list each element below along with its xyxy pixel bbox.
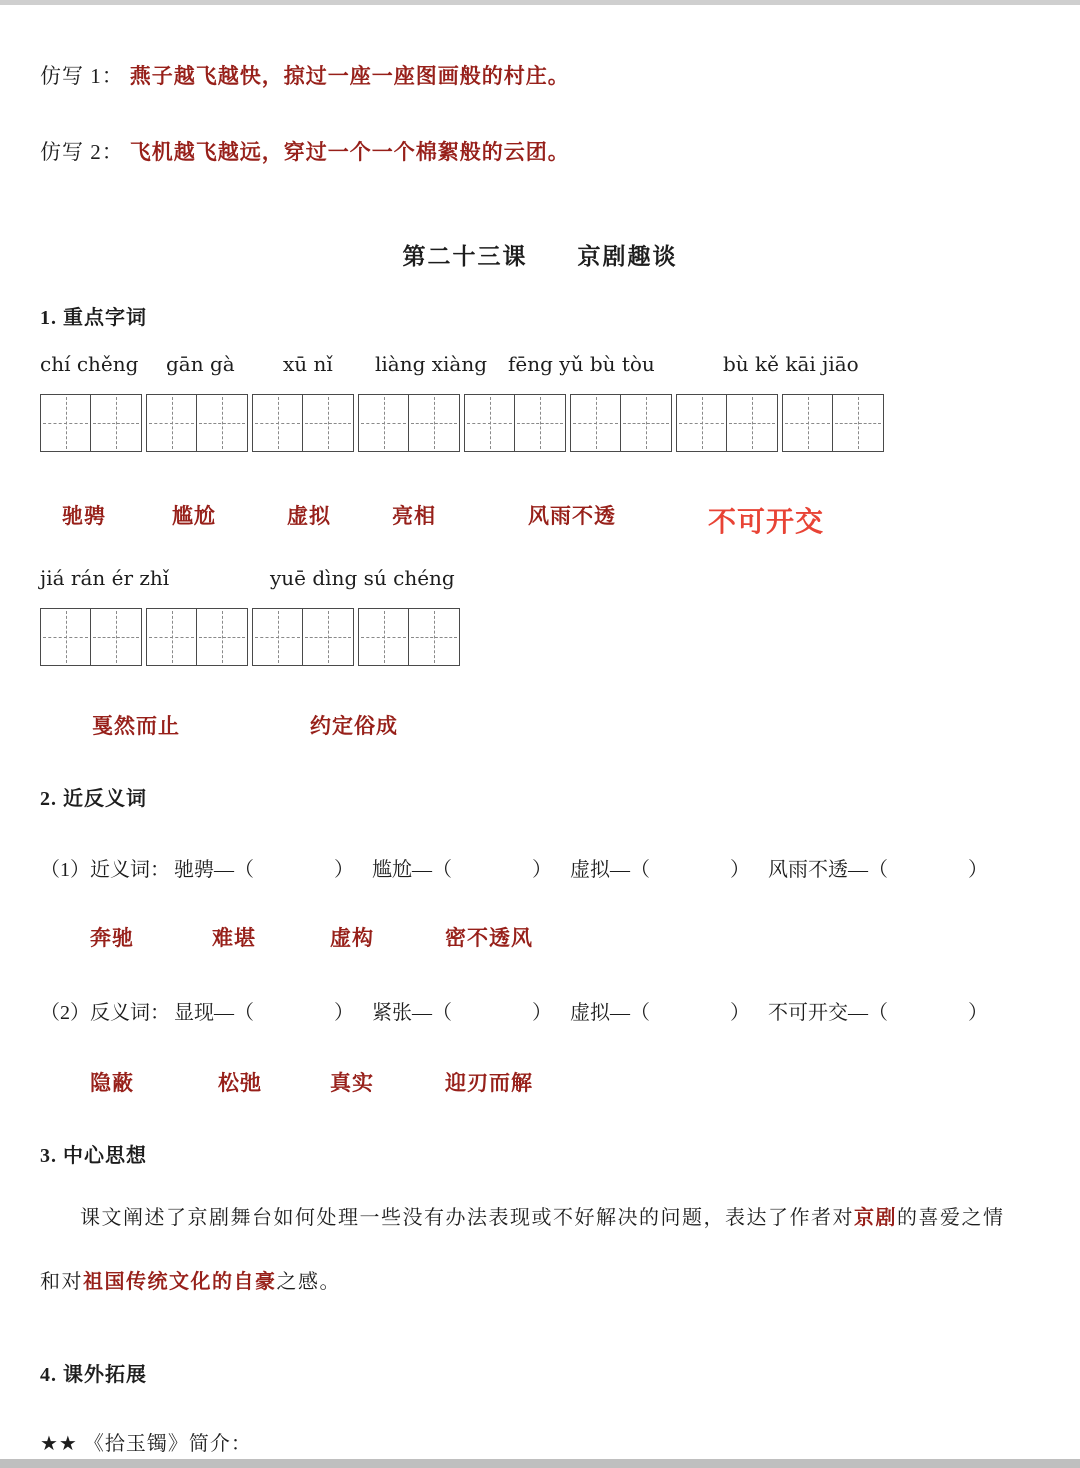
writing-grid-group bbox=[570, 394, 672, 452]
synonym-answer-1: 奔驰 bbox=[90, 926, 134, 950]
answer-yuedingsucheng: 约定俗成 bbox=[310, 714, 398, 738]
antonym-blank-1: 显现—（ ） bbox=[174, 1002, 354, 1024]
synonym-blank-1: 驰骋—（ ） bbox=[174, 859, 354, 881]
para-seg-1: 课文阐述了京剧舞台如何处理一些没有办法表现或不好解决的问题，表达了作者对 bbox=[80, 1207, 854, 1229]
pinyin-liang-xiang: liàng xiàng bbox=[375, 352, 488, 376]
writing-grid-row-1 bbox=[40, 394, 1040, 452]
antonym-blank-4: 不可开交—（ ） bbox=[768, 1002, 988, 1024]
answer-xuni: 虚拟 bbox=[287, 504, 331, 528]
writing-grid-group bbox=[40, 608, 142, 666]
star-icons: ★★ bbox=[40, 1433, 78, 1455]
pinyin-gan-ga: gān gà bbox=[166, 352, 235, 376]
writing-grid-cell bbox=[359, 609, 409, 665]
pinyin-bu-ke-kai-jiao: bù kě kāi jiāo bbox=[723, 352, 859, 376]
writing-grid-cell bbox=[253, 609, 303, 665]
para-seg-6: 之感。 bbox=[276, 1271, 341, 1293]
writing-grid-cell bbox=[303, 395, 353, 451]
synonym-blank-4: 风雨不透—（ ） bbox=[768, 859, 988, 881]
section4-heading: 4. 课外拓展 bbox=[40, 1364, 147, 1386]
writing-grid-cell bbox=[41, 609, 91, 665]
answer-bukekaijiao: 不可开交 bbox=[708, 507, 825, 538]
writing-grid-group bbox=[146, 608, 248, 666]
writing-grid-cell bbox=[197, 395, 247, 451]
para-seg-3: 的喜爱之情 bbox=[897, 1207, 1005, 1229]
antonym-blank-3: 虚拟—（ ） bbox=[570, 1002, 750, 1024]
writing-grid-cell bbox=[359, 395, 409, 451]
pinyin-feng-yu-bu-tou: fēng yǔ bù tòu bbox=[508, 352, 655, 376]
writing-grid-group bbox=[358, 608, 460, 666]
writing-grid-cell bbox=[409, 609, 459, 665]
extension-intro-label: 《拾玉镯》简介： bbox=[83, 1433, 252, 1455]
writing-grid-cell bbox=[147, 609, 197, 665]
synonyms-line bbox=[40, 853, 1040, 882]
pinyin-jia-ran-er-zhi: jiá rán ér zhǐ bbox=[40, 566, 170, 590]
section2-heading: 2. 近反义词 bbox=[40, 788, 147, 810]
writing-grid-cell bbox=[833, 395, 883, 451]
writing-grid-cell bbox=[91, 395, 141, 451]
imitation-1-label: 仿写 1： bbox=[40, 64, 124, 88]
synonym-answer-2: 难堪 bbox=[212, 926, 256, 950]
writing-grid-group bbox=[40, 394, 142, 452]
lesson-title: 第二十三课 京剧趣谈 bbox=[402, 244, 678, 269]
synonym-answer-3: 虚构 bbox=[330, 926, 374, 950]
synonyms-label: （1）近义词： bbox=[40, 859, 170, 881]
answer-jiaranerzhi: 戛然而止 bbox=[92, 714, 180, 738]
antonyms-answers bbox=[40, 1067, 1040, 1103]
answers-row-1 bbox=[40, 500, 1040, 540]
antonyms-label: （2）反义词： bbox=[40, 1002, 170, 1024]
imitation-2-label: 仿写 2： bbox=[40, 140, 124, 164]
synonym-answer-4: 密不透风 bbox=[445, 926, 533, 950]
para-seg-culture: 祖国传统文化的自豪 bbox=[83, 1271, 277, 1293]
para-seg-jingju: 京剧 bbox=[854, 1207, 897, 1229]
section1-heading: 1. 重点字词 bbox=[40, 307, 147, 329]
pinyin-row-2 bbox=[40, 566, 1040, 600]
writing-grid-cell bbox=[515, 395, 565, 451]
writing-grid-group bbox=[252, 394, 354, 452]
section3-heading: 3. 中心思想 bbox=[40, 1145, 147, 1167]
writing-grid-cell bbox=[727, 395, 777, 451]
synonym-blank-2: 尴尬—（ ） bbox=[372, 859, 552, 881]
extension-intro-line bbox=[40, 1427, 1040, 1456]
writing-grid-cell bbox=[409, 395, 459, 451]
pinyin-yue-ding-su-cheng: yuē dìng sú chéng bbox=[270, 566, 455, 590]
writing-grid-row-2 bbox=[40, 608, 1040, 666]
writing-grid-cell bbox=[677, 395, 727, 451]
antonym-answer-1: 隐蔽 bbox=[90, 1071, 134, 1095]
writing-grid-cell bbox=[571, 395, 621, 451]
writing-grid-group bbox=[358, 394, 460, 452]
imitation-line-1 bbox=[40, 0, 1040, 90]
pinyin-row-1 bbox=[40, 352, 1040, 386]
synonym-blank-3: 虚拟—（ ） bbox=[570, 859, 750, 881]
answer-fengyubutou: 风雨不透 bbox=[528, 504, 616, 528]
answer-liangxiang: 亮相 bbox=[392, 504, 436, 528]
scan-edge-top bbox=[0, 0, 1080, 5]
writing-grid-cell bbox=[91, 609, 141, 665]
pinyin-chi-cheng: chí chěng bbox=[40, 352, 139, 376]
scan-edge-bottom bbox=[0, 1459, 1080, 1468]
writing-grid-cell bbox=[41, 395, 91, 451]
writing-grid-cell bbox=[303, 609, 353, 665]
writing-grid-cell bbox=[147, 395, 197, 451]
synonyms-answers bbox=[40, 922, 1040, 958]
writing-grid-group bbox=[464, 394, 566, 452]
imitation-line-2 bbox=[40, 136, 1040, 166]
para-seg-4: 和对 bbox=[40, 1271, 83, 1293]
pinyin-xu-ni: xū nǐ bbox=[283, 352, 333, 376]
answer-chicheng: 驰骋 bbox=[62, 504, 106, 528]
writing-grid-cell bbox=[465, 395, 515, 451]
antonym-answer-2: 松弛 bbox=[218, 1071, 262, 1095]
writing-grid-cell bbox=[253, 395, 303, 451]
writing-grid-group bbox=[146, 394, 248, 452]
imitation-2-answer: 飞机越飞越远，穿过一个一个棉絮般的云团。 bbox=[129, 140, 570, 164]
answer-ganga: 尴尬 bbox=[172, 504, 216, 528]
antonym-answer-3: 真实 bbox=[330, 1071, 374, 1095]
writing-grid-group bbox=[782, 394, 884, 452]
writing-grid-cell bbox=[783, 395, 833, 451]
antonym-blank-2: 紧张—（ ） bbox=[372, 1002, 552, 1024]
writing-grid-cell bbox=[197, 609, 247, 665]
answers-row-2 bbox=[40, 710, 1040, 750]
writing-grid-group bbox=[252, 608, 354, 666]
writing-grid-cell bbox=[621, 395, 671, 451]
antonyms-line bbox=[40, 996, 1040, 1025]
imitation-1-answer: 燕子越飞越快，掠过一座一座图画般的村庄。 bbox=[129, 64, 570, 88]
main-idea-paragraph bbox=[40, 1186, 1040, 1314]
writing-grid-group bbox=[676, 394, 778, 452]
antonym-answer-4: 迎刃而解 bbox=[445, 1071, 533, 1095]
